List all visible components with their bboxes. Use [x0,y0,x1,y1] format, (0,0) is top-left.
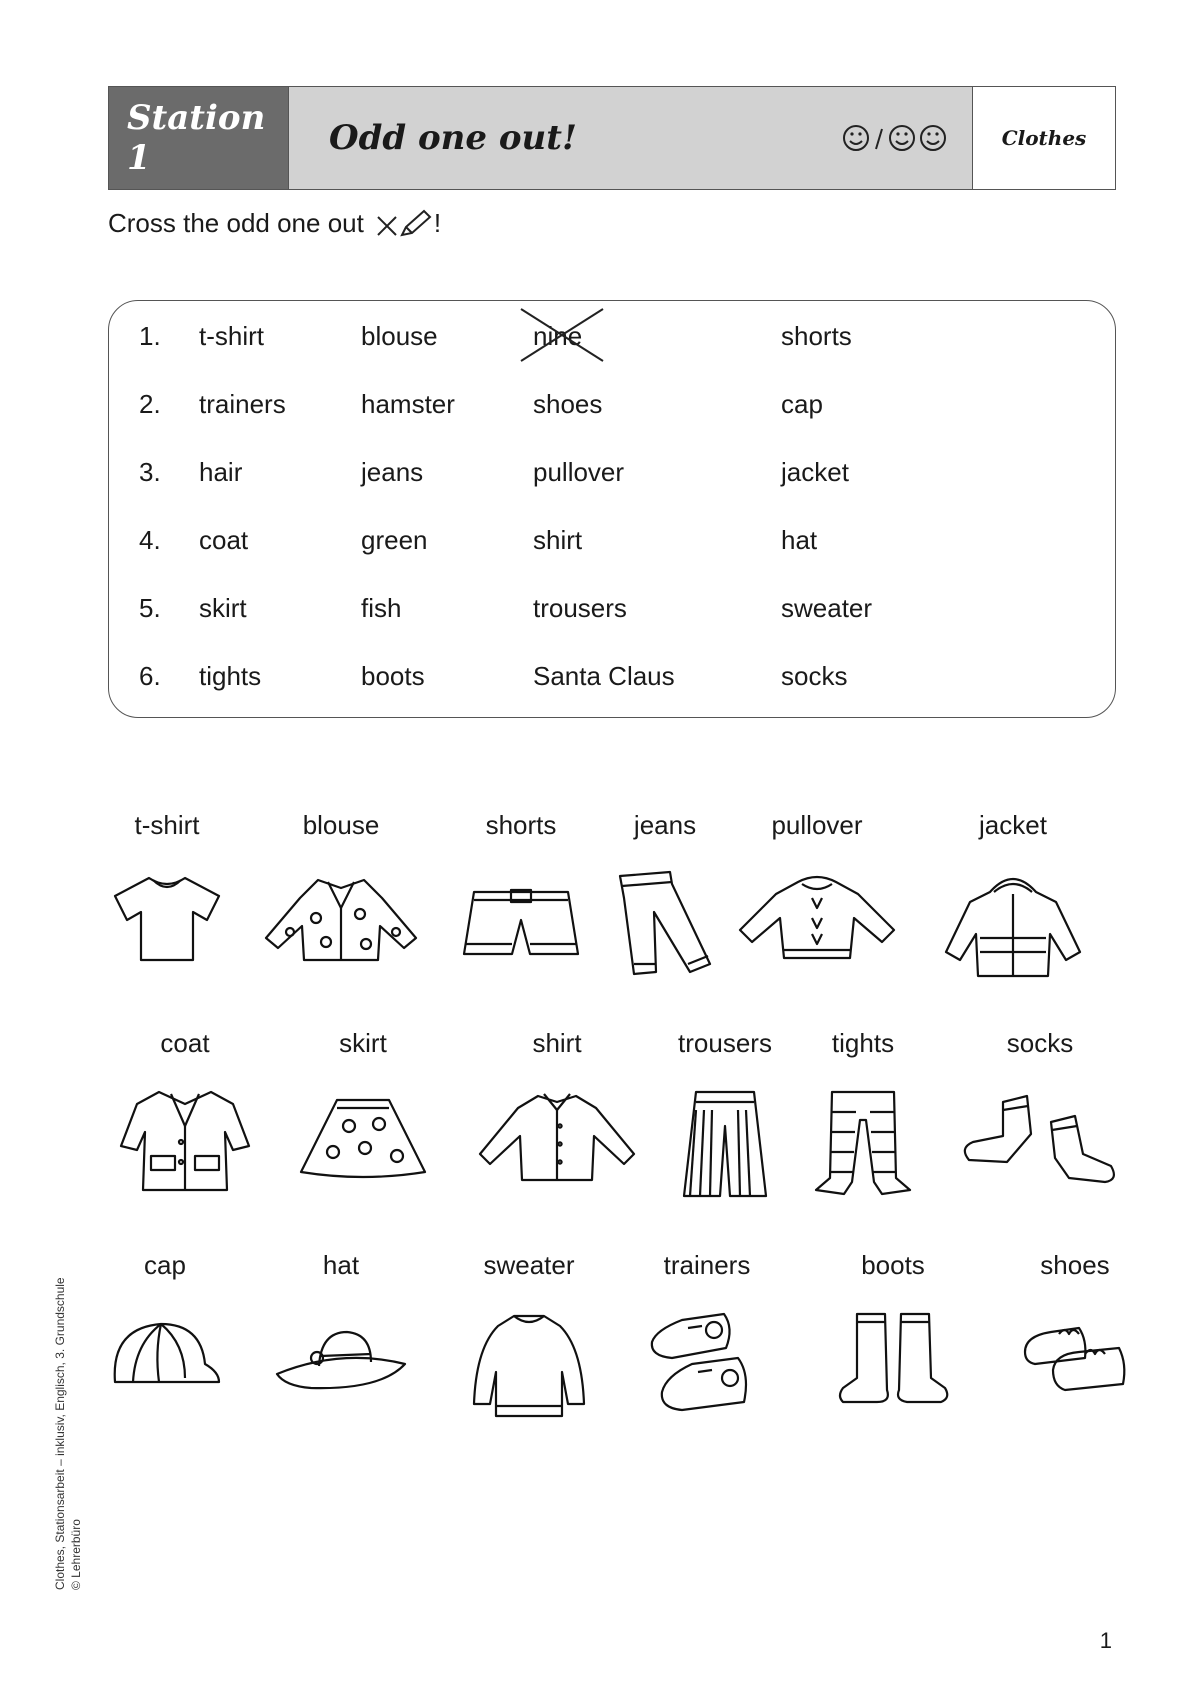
picture-coat [100,1028,270,1196]
word-option[interactable]: pullover [533,457,625,487]
pullover-icon [732,868,902,968]
picture-label: cap [144,1250,186,1280]
instruction-text: Cross the odd one out [108,208,364,238]
word-option[interactable]: t-shirt [199,321,264,351]
picture-pullover [732,810,902,968]
word-option[interactable]: jeans [361,457,424,487]
word-option[interactable]: socks [781,661,848,691]
word-option[interactable]: fish [361,593,402,623]
picture-t-shirt [82,810,252,968]
word-option[interactable]: blouse [361,321,438,351]
row-number: 4. [139,525,161,555]
jacket-icon [938,868,1088,983]
row-number: 2. [139,389,161,419]
trousers-icon [670,1086,780,1201]
picture-label: sweater [483,1250,575,1280]
word-option[interactable]: shirt [533,525,583,555]
word-option[interactable]: sweater [781,593,873,623]
picture-label: socks [1006,1028,1074,1058]
picture-label: hat [322,1250,360,1280]
picture-label: shirt [532,1028,582,1058]
source-line: Clothes, Stationsarbeit – inklusiv, Englisch, 3. Grundschule [53,1277,67,1590]
instruction-tail: ! [433,208,442,238]
picture-cap [80,1250,250,1398]
word-option[interactable]: shorts [781,321,852,351]
row-number: 1. [139,321,161,351]
word-option[interactable]: skirt [199,593,247,623]
picture-tights [778,1028,948,1201]
picture-shirt [472,1028,642,1186]
word-option[interactable]: trousers [533,593,627,623]
word-option[interactable]: cap [781,389,823,419]
crossed-word: nine [533,321,583,351]
row-number: 6. [139,661,161,691]
cap-icon [105,1308,225,1398]
jeans-icon [610,868,720,978]
skirt-icon [293,1086,433,1186]
picture-label: shorts [485,810,557,840]
picture-skirt [278,1028,448,1186]
picture-label: jeans [633,810,697,840]
picture-shoes [990,1250,1160,1398]
station-label: Station 1 [109,87,289,189]
picture-label: blouse [302,810,380,840]
shirt-icon [472,1086,642,1186]
picture-sweater [444,1250,614,1423]
picture-label: boots [861,1250,925,1280]
word-option[interactable]: jacket [781,457,849,487]
word-option[interactable]: tights [199,661,262,691]
picture-boots [808,1250,978,1408]
picture-label: jacket [979,810,1047,840]
blouse-icon [256,868,426,968]
word-option[interactable]: green [361,525,428,555]
shoes-icon [1015,1308,1135,1398]
picture-blouse [256,810,426,968]
picture-label: trousers [678,1028,772,1058]
publisher-line: © Lehrerbüro [69,1519,83,1590]
word-option[interactable]: hair [199,457,243,487]
hat-icon [271,1308,411,1398]
copyright-note [52,1277,84,1590]
word-option[interactable]: hamster [361,389,455,419]
socks-icon [955,1086,1125,1186]
picture-socks [955,1028,1125,1186]
picture-label: trainers [663,1250,751,1280]
t-shirt-icon [107,868,227,968]
topic-label: Clothes [1001,126,1087,150]
word-option[interactable]: boots [361,661,425,691]
picture-label: skirt [339,1028,387,1058]
tights-icon [808,1086,918,1201]
picture-jeans [580,810,750,978]
word-option[interactable]: trainers [199,389,286,419]
picture-label: coat [160,1028,210,1058]
word-option[interactable]: hat [781,525,818,555]
picture-jacket [928,810,1098,983]
word-option[interactable]: Santa Claus [533,661,675,691]
coat-icon [115,1086,255,1196]
row-number: 5. [139,593,161,623]
boots-icon [833,1308,953,1408]
trainers-icon [642,1308,772,1418]
word-option[interactable]: shoes [533,389,603,419]
page-number: 1 [1099,1628,1112,1653]
title-text: Odd one out! [329,118,577,158]
shorts-icon [456,868,586,968]
row-number: 3. [139,457,161,487]
word-option[interactable]: coat [199,525,249,555]
picture-hat [256,1250,426,1398]
picture-label: shoes [1040,1250,1110,1280]
picture-label: t-shirt [134,810,200,840]
picture-label: pullover [771,810,863,840]
picture-trainers [622,1250,792,1418]
sweater-icon [464,1308,594,1423]
picture-label: tights [831,1028,895,1058]
